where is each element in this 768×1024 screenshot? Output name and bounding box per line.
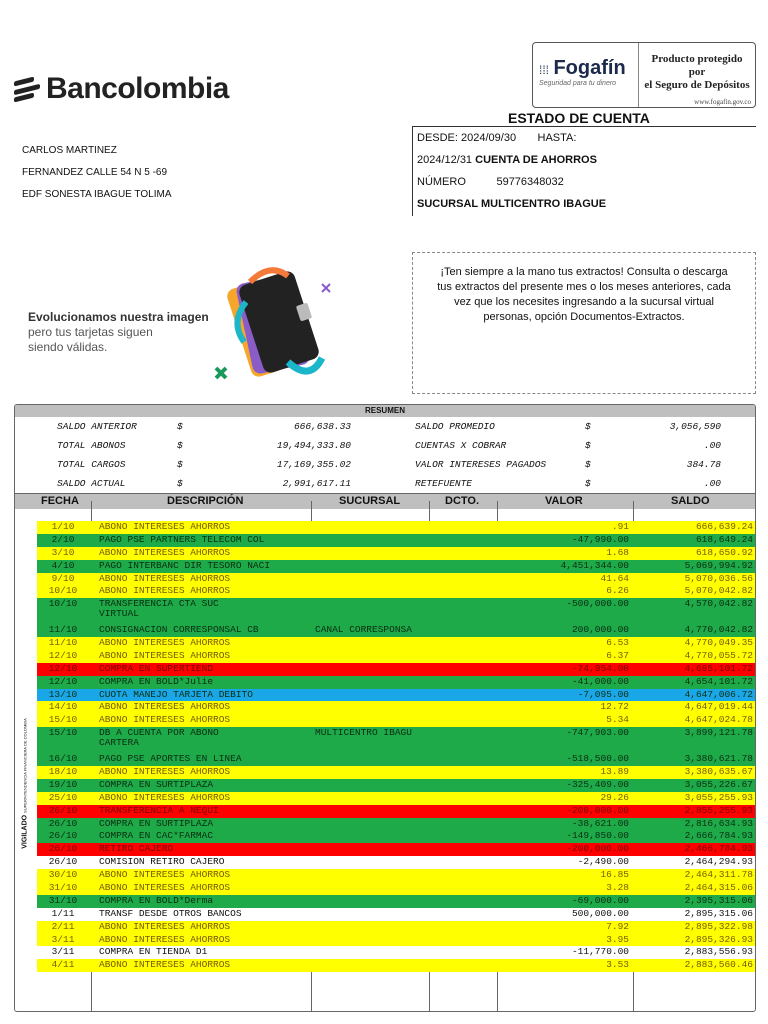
- tx-saldo: 2,895,322.98: [684, 920, 753, 932]
- tx-descripcion: ABONO INTERESES AHORROS: [99, 649, 231, 661]
- tx-fecha: 11/10: [48, 637, 78, 649]
- tx-saldo: 5,070,042.82: [684, 585, 753, 597]
- transaction-row: [37, 934, 756, 947]
- tx-fecha: 25/10: [48, 791, 78, 803]
- vigilado-label: VIGILADO: [21, 814, 29, 849]
- tx-valor: 4,451,344.00: [560, 559, 629, 571]
- transaction-row: [37, 946, 756, 959]
- tx-descripcion: ABONO INTERESES AHORROS: [99, 959, 231, 971]
- tx-saldo: 4,770,042.82: [684, 624, 753, 636]
- tx-descripcion: ABONO INTERESES AHORROS: [99, 521, 231, 532]
- tx-descripcion: ABONO INTERESES AHORROS: [99, 933, 231, 945]
- account-type: CUENTA DE AHORROS: [475, 154, 597, 166]
- resumen-rows: [15, 417, 755, 493]
- tx-fecha: 18/10: [48, 765, 78, 777]
- tx-fecha: 12/10: [48, 675, 78, 687]
- tx-descripcion: COMPRA EN BOLD*Julie: [99, 675, 214, 687]
- tx-fecha: 12/10: [48, 649, 78, 661]
- tx-saldo: 4,570,042.82: [684, 598, 753, 610]
- tx-saldo: 2,895,315.06: [684, 907, 753, 919]
- transaction-row: [37, 689, 756, 702]
- transaction-row: [37, 663, 756, 676]
- tx-saldo: 3,899,121.78: [684, 727, 753, 739]
- card-illustration-icon: [210, 262, 340, 392]
- tx-valor: -2,490.00: [577, 856, 629, 868]
- tx-valor: -518,500.00: [566, 753, 629, 765]
- statement-info-box: [412, 126, 756, 216]
- transaction-row: [37, 714, 756, 727]
- bancolombia-mark-icon: [14, 75, 40, 103]
- resumen-row: [15, 455, 755, 474]
- tx-fecha: 11/10: [48, 624, 78, 636]
- tx-fecha: 12/10: [48, 662, 78, 674]
- promo-line1: Evolucionamos nuestra imagen: [28, 310, 209, 324]
- transaction-row: [37, 908, 756, 921]
- customer-address1: FERNANDEZ CALLE 54 N 5 -69: [22, 167, 168, 178]
- superintendencia-label: SUPERINTENDENCIA FINANCIERA DE COLOMBIA: [22, 718, 28, 813]
- transaction-row: [37, 921, 756, 934]
- tx-saldo: 666,639.24: [695, 521, 753, 532]
- tx-fecha: 26/10: [48, 804, 78, 816]
- transaction-row: [37, 830, 756, 843]
- resumen-left-value: 19,494,333.80: [276, 440, 351, 451]
- tx-saldo: 2,464,294.93: [684, 856, 753, 868]
- fogafin-badge: [532, 42, 756, 108]
- tx-saldo: 2,855,255.93: [684, 804, 753, 816]
- resumen-right-value: 3,056,590: [669, 421, 721, 432]
- resumen-row: [15, 417, 755, 436]
- tx-descripcion: PAGO PSE APORTES EN LINEA: [99, 753, 242, 765]
- tx-descripcion: ABONO INTERESES AHORROS: [99, 701, 231, 713]
- tx-fecha: 3/10: [51, 546, 75, 558]
- sucursal-name: SUCURSAL MULTICENTRO IBAGUE: [417, 198, 607, 210]
- resumen-left-label: TOTAL CARGOS: [57, 459, 126, 470]
- resumen-right-value: 384.78: [686, 459, 721, 470]
- tx-fecha: 14/10: [48, 701, 78, 713]
- tx-valor: -500,000.00: [566, 598, 629, 610]
- fogafin-url: www.fogafin.gov.co: [694, 98, 751, 106]
- hasta-date: 2024/12/31: [417, 154, 473, 166]
- hasta-label: HASTA:: [537, 132, 577, 144]
- tx-valor: 41.64: [600, 572, 629, 584]
- tx-descripcion: ABONO INTERESES AHORROS: [99, 920, 231, 932]
- resumen-currency: $: [177, 421, 183, 432]
- tx-fecha: 16/10: [48, 753, 78, 765]
- tx-saldo: 2,816,634.93: [684, 817, 753, 829]
- transaction-row: [37, 676, 756, 689]
- transaction-row: [37, 585, 756, 598]
- tx-descripcion: COMPRA EN CAC*FARMAC: [99, 830, 214, 842]
- resumen-right-label: RETEFUENTE: [415, 478, 473, 489]
- tx-fecha: 31/10: [48, 894, 78, 906]
- fogafin-dots-icon: ⁞⁞⁞: [539, 63, 550, 77]
- tx-saldo: 3,055,255.93: [684, 791, 753, 803]
- tx-saldo: 4,695,101.72: [684, 662, 753, 674]
- tx-descripcion: RETIRO CAJERO: [99, 843, 174, 855]
- resumen-currency: $: [585, 459, 591, 470]
- transaction-row: [37, 959, 756, 972]
- tx-saldo: 618,649.24: [695, 533, 753, 545]
- transaction-row: [37, 534, 756, 547]
- tx-fecha: 4/10: [51, 559, 75, 571]
- promo-line3: siendo válidas.: [28, 340, 108, 354]
- resumen-left-label: TOTAL ABONOS: [57, 440, 126, 451]
- transaction-row: [37, 650, 756, 663]
- brand-name: Bancolombia: [46, 72, 229, 105]
- tx-descripcion: PAGO INTERBANC DIR TESORO NACI: [99, 559, 271, 571]
- tx-fecha: 2/10: [51, 533, 75, 545]
- tx-valor: 7.92: [606, 920, 629, 932]
- bancolombia-logo: [14, 72, 229, 106]
- promo-text: [28, 310, 209, 355]
- tx-descripcion: ABONO INTERESES AHORROS: [99, 714, 231, 726]
- tx-fecha: 10/10: [48, 585, 78, 597]
- fogafin-line1: Producto protegido por: [651, 53, 743, 78]
- promo-line2: pero tus tarjetas siguen: [28, 325, 153, 339]
- tx-saldo: 4,654,101.72: [684, 675, 753, 687]
- tx-saldo: 2,895,326.93: [684, 933, 753, 945]
- tx-descripcion: ABONO INTERESES AHORROS: [99, 881, 231, 893]
- tx-fecha: 19/10: [48, 778, 78, 790]
- tx-saldo: 2,466,784.93: [684, 843, 753, 855]
- desde-date: 2024/09/30: [461, 132, 517, 144]
- tx-saldo: 4,770,055.72: [684, 649, 753, 661]
- tx-valor: -747,903.00: [566, 727, 629, 739]
- vigilado-seal: [0, 718, 29, 849]
- resumen-right-label: SALDO PROMEDIO: [415, 421, 495, 432]
- tx-valor: -11,770.00: [571, 946, 629, 958]
- columns-header: [15, 493, 755, 509]
- desde-label: DESDE:: [417, 132, 458, 144]
- transaction-row: [37, 792, 756, 805]
- tx-descripcion: COMPRA EN TIENDA D1: [99, 946, 208, 958]
- tx-fecha: 26/10: [48, 817, 78, 829]
- transaction-row: [37, 779, 756, 792]
- tx-fecha: 9/10: [51, 572, 75, 584]
- transaction-row: [37, 598, 756, 624]
- tx-descripcion: COMPRA EN SURTIPLAZA: [99, 817, 214, 829]
- transaction-row: [37, 701, 756, 714]
- tx-saldo: 5,070,036.56: [684, 572, 753, 584]
- tx-valor: 29.26: [600, 791, 629, 803]
- col-dcto: DCTO.: [445, 495, 480, 507]
- tx-descripcion: TRANSF DESDE OTROS BANCOS: [99, 907, 242, 919]
- tx-saldo: 2,464,311.78: [684, 869, 753, 881]
- transaction-row: [37, 856, 756, 869]
- tx-descripcion: CONSIGNACION CORRESPONSAL CB: [99, 624, 259, 636]
- resumen-right-label: CUENTAS X COBRAR: [415, 440, 507, 451]
- tx-valor: -41,000.00: [571, 675, 629, 687]
- resumen-left-value: 666,638.33: [293, 421, 351, 432]
- tx-descripcion: ABONO INTERESES AHORROS: [99, 572, 231, 584]
- tx-fecha: 2/11: [51, 920, 75, 932]
- tx-valor: 3.28: [606, 881, 629, 893]
- tx-valor: 6.26: [606, 585, 629, 597]
- tx-descripcion: ABONO INTERESES AHORROS: [99, 585, 231, 597]
- tx-saldo: 3,380,621.78: [684, 753, 753, 765]
- tx-saldo: 4,647,006.72: [684, 688, 753, 700]
- tx-saldo: 2,395,315.06: [684, 894, 753, 906]
- tx-saldo: 2,883,556.93: [684, 946, 753, 958]
- tx-descripcion: TRANSFERENCIA A NEQUI: [99, 804, 219, 816]
- tx-valor: -149,850.00: [566, 830, 629, 842]
- resumen-currency: $: [177, 440, 183, 451]
- resumen-currency: $: [585, 421, 591, 432]
- tx-fecha: 1/10: [51, 521, 75, 532]
- tx-valor: 13.89: [600, 765, 629, 777]
- resumen-left-label: SALDO ANTERIOR: [57, 421, 137, 432]
- tx-valor: 6.53: [606, 637, 629, 649]
- resumen-currency: $: [177, 459, 183, 470]
- tx-fecha: 3/11: [51, 933, 75, 945]
- tx-valor: 200,000.00: [571, 624, 629, 636]
- statement-table: [14, 404, 756, 1012]
- tx-saldo: 3,380,635.67: [684, 765, 753, 777]
- tx-descripcion: ABONO INTERESES AHORROS: [99, 765, 231, 777]
- transaction-row: [37, 547, 756, 560]
- transaction-row: [37, 895, 756, 908]
- resumen-right-label: VALOR INTERESES PAGADOS: [415, 459, 547, 470]
- col-descripcion: DESCRIPCIÓN: [167, 495, 244, 507]
- transaction-row: [37, 637, 756, 650]
- tx-valor: -7,095.00: [577, 688, 629, 700]
- tx-valor: .91: [611, 521, 629, 532]
- tx-fecha: 26/10: [48, 843, 78, 855]
- customer-name: CARLOS MARTINEZ: [22, 145, 117, 156]
- tx-descripcion: COMISION RETIRO CAJERO: [99, 856, 225, 868]
- tx-descripcion-cont: CARTERA: [99, 737, 139, 749]
- tx-saldo: 3,055,226.67: [684, 778, 753, 790]
- tx-descripcion: COMPRA EN SURTIPLAZA: [99, 778, 214, 790]
- tx-descripcion: COMPRA EN BOLD*Derma: [99, 894, 214, 906]
- account-number: 59776348032: [496, 176, 564, 188]
- tx-valor: 5.34: [606, 714, 629, 726]
- tx-valor: -47,990.00: [571, 533, 629, 545]
- tx-valor: -200,000.00: [566, 843, 629, 855]
- col-saldo: SALDO: [671, 495, 710, 507]
- customer-address2: EDF SONESTA IBAGUE TOLIMA: [22, 189, 172, 200]
- resumen-right-value: .00: [703, 440, 721, 451]
- statement-title: ESTADO DE CUENTA: [508, 110, 650, 126]
- tx-saldo: 2,464,315.06: [684, 881, 753, 893]
- tx-saldo: 4,770,049.35: [684, 637, 753, 649]
- tx-saldo: 5,069,994.92: [684, 559, 753, 571]
- fogafin-tagline: Seguridad para tu dinero: [539, 80, 617, 87]
- tx-valor: 500,000.00: [571, 907, 629, 919]
- tx-fecha: 26/10: [48, 830, 78, 842]
- col-fecha: FECHA: [41, 495, 79, 507]
- tx-saldo: 2,666,784.93: [684, 830, 753, 842]
- tx-sucursal: MULTICENTRO IBAGU: [315, 727, 412, 739]
- resumen-left-value: 17,169,355.02: [276, 459, 351, 470]
- transactions-list: [37, 521, 756, 972]
- extracts-notice: ¡Ten siempre a la mano tus extractos! Consulta o descarga tus extractos del presente mes o los meses anteriores, cada vez que los necesites ingresando a la sucursal virtual personas, opción Documentos-Extractos.: [412, 252, 756, 394]
- col-valor: VALOR: [545, 495, 583, 507]
- resumen-left-value: 2,991,617.11: [282, 478, 351, 489]
- tx-valor: -38,621.00: [571, 817, 629, 829]
- tx-valor: 3.53: [606, 959, 629, 971]
- tx-descripcion: ABONO INTERESES AHORROS: [99, 637, 231, 649]
- transaction-row: [37, 521, 756, 534]
- tx-descripcion: PAGO PSE PARTNERS TELECOM COL: [99, 533, 265, 545]
- tx-valor: -325,409.00: [566, 778, 629, 790]
- resumen-left-label: SALDO ACTUAL: [57, 478, 126, 489]
- tx-fecha: 10/10: [48, 598, 78, 610]
- numero-label: NÚMERO: [417, 176, 466, 188]
- tx-saldo: 618,650.92: [695, 546, 753, 558]
- resumen-title: RESUMEN: [15, 405, 755, 417]
- resumen-row: [15, 474, 755, 493]
- tx-fecha: 15/10: [48, 714, 78, 726]
- tx-descripcion: ABONO INTERESES AHORROS: [99, 791, 231, 803]
- tx-saldo: 4,647,019.44: [684, 701, 753, 713]
- transaction-row: [37, 843, 756, 856]
- transaction-row: [37, 573, 756, 586]
- transaction-row: [37, 727, 756, 753]
- tx-valor: 1.68: [606, 546, 629, 558]
- tx-descripcion: DB A CUENTA POR ABONO: [99, 727, 219, 739]
- transaction-row: [37, 560, 756, 573]
- tx-fecha: 3/11: [51, 946, 75, 958]
- fogafin-name: Fogafín: [553, 57, 626, 79]
- tx-descripcion: TRANSFERENCIA CTA SUC: [99, 598, 219, 610]
- tx-fecha: 30/10: [48, 869, 78, 881]
- resumen-currency: $: [585, 440, 591, 451]
- resumen-currency: $: [177, 478, 183, 489]
- transaction-row: [37, 766, 756, 779]
- tx-valor: -200,000.00: [566, 804, 629, 816]
- tx-saldo: 4,647,024.78: [684, 714, 753, 726]
- tx-descripcion: CUOTA MANEJO TARJETA DEBITO: [99, 688, 253, 700]
- tx-valor: -69,000.00: [571, 894, 629, 906]
- transaction-row: [37, 882, 756, 895]
- resumen-currency: $: [585, 478, 591, 489]
- fogafin-line2: el Seguro de Depósitos: [644, 79, 750, 91]
- col-sucursal: SUCURSAL: [339, 495, 401, 507]
- transaction-row: [37, 624, 756, 637]
- tx-valor: 6.37: [606, 649, 629, 661]
- tx-valor: -74,954.00: [571, 662, 629, 674]
- customer-block: [22, 140, 171, 206]
- tx-descripcion-cont: VIRTUAL: [99, 608, 139, 620]
- tx-fecha: 15/10: [48, 727, 78, 739]
- tx-fecha: 1/11: [51, 907, 75, 919]
- tx-valor: 3.95: [606, 933, 629, 945]
- transaction-row: [37, 818, 756, 831]
- tx-fecha: 4/11: [51, 959, 75, 971]
- tx-descripcion: ABONO INTERESES AHORROS: [99, 546, 231, 558]
- tx-descripcion: COMPRA EN SUPERTIEND: [99, 662, 214, 674]
- tx-fecha: 13/10: [48, 688, 78, 700]
- tx-fecha: 31/10: [48, 881, 78, 893]
- transaction-row: [37, 805, 756, 818]
- tx-valor: 16.85: [600, 869, 629, 881]
- resumen-right-value: .00: [703, 478, 721, 489]
- transaction-row: [37, 869, 756, 882]
- tx-saldo: 2,883,560.46: [684, 959, 753, 971]
- resumen-row: [15, 436, 755, 455]
- tx-valor: 12.72: [600, 701, 629, 713]
- transaction-row: [37, 753, 756, 766]
- tx-fecha: 26/10: [48, 856, 78, 868]
- tx-sucursal: CANAL CORRESPONSA: [315, 624, 412, 636]
- tx-descripcion: ABONO INTERESES AHORROS: [99, 869, 231, 881]
